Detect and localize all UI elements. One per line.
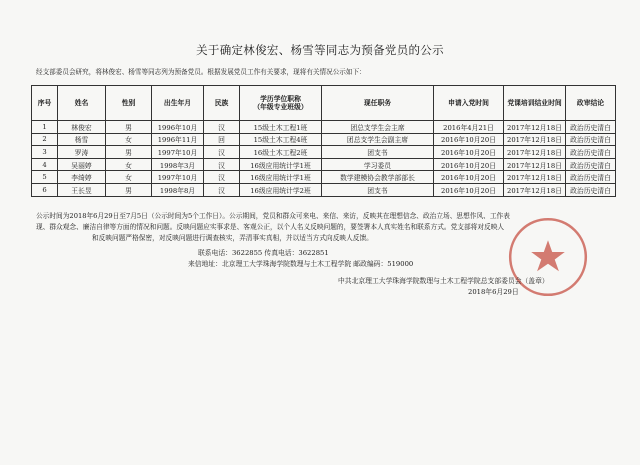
table-cell: 李绮婷 [58, 171, 106, 184]
table-cell: 政治历史清白 [566, 183, 616, 196]
table-cell: 政治历史清白 [566, 171, 616, 184]
table-row [32, 171, 616, 184]
table-cell: 汉 [204, 158, 240, 171]
table-cell: 1998年3月 [152, 158, 204, 171]
notice-line: 和反映问题严格保密，对反映问题进行调查核实，弄清事实真相，并以适当方式向反映人反馈。 [92, 234, 373, 242]
table-cell: 政治历史清白 [566, 158, 616, 171]
table-cell: 2017年12月18日 [504, 121, 566, 134]
table-cell: 吴丽婷 [58, 158, 106, 171]
table-cell: 罗涛 [58, 146, 106, 159]
table-cell: 2017年12月18日 [504, 133, 566, 146]
table-cell: 2016年10月20日 [434, 133, 504, 146]
header-cell: 性别 [106, 86, 152, 121]
notice-line: 现、群众观念、廉洁自律等方面的情况和问题。反映问题应实事求是、客观公正，以个人名义反映问题的，要签署本人真实姓名和联系方式。党支部将对反映人 [36, 223, 505, 231]
table-cell: 林俊宏 [58, 121, 106, 134]
table-cell: 汉 [204, 183, 240, 196]
table-cell: 1997年10月 [152, 171, 204, 184]
table-cell: 回 [204, 133, 240, 146]
table-cell: 学习委员 [322, 158, 434, 171]
header-cell: 序号 [32, 86, 58, 121]
header-cell: 申请入党时间 [434, 86, 504, 121]
table-cell: 1 [32, 121, 58, 134]
table-cell: 2016年10月20日 [434, 183, 504, 196]
table-cell: 男 [106, 146, 152, 159]
table-row [32, 133, 616, 146]
table-row [32, 121, 616, 134]
header-cell: 学历学位职称 （年级专业班级） [240, 86, 322, 121]
table-cell: 2016年10月20日 [434, 171, 504, 184]
header-cell: 民族 [204, 86, 240, 121]
table-cell: 4 [32, 158, 58, 171]
table-header-row [32, 86, 616, 121]
header-cell: 现任职务 [322, 86, 434, 121]
table-cell: 团总支学生会主席 [322, 121, 434, 134]
table-cell: 16级应用统计学1班 [240, 158, 322, 171]
table-cell: 6 [32, 183, 58, 196]
issuing-organization: 中共北京理工大学珠海学院数理与土木工程学院总支部委员会（盖章） [338, 277, 549, 285]
table-cell: 2017年12月18日 [504, 183, 566, 196]
table-cell: 2016年10月20日 [434, 158, 504, 171]
header-cell: 政审结论 [566, 86, 616, 121]
header-cell: 姓名 [58, 86, 106, 121]
table-cell: 1996年10月 [152, 121, 204, 134]
table-cell: 杨雪 [58, 133, 106, 146]
table-cell: 2016年10月20日 [434, 146, 504, 159]
table-cell: 数学建模协会教学部部长 [322, 171, 434, 184]
candidate-table [31, 85, 616, 197]
table-cell: 1997年10月 [152, 146, 204, 159]
table-row [32, 146, 616, 159]
table-cell: 2017年12月18日 [504, 146, 566, 159]
table-cell: 3 [32, 146, 58, 159]
table-cell: 王长昱 [58, 183, 106, 196]
table-cell: 5 [32, 171, 58, 184]
table-cell: 男 [106, 121, 152, 134]
table-cell: 汉 [204, 121, 240, 134]
table-cell: 15级土木工程4班 [240, 133, 322, 146]
table-cell: 15级土木工程1班 [240, 121, 322, 134]
table-cell: 政治历史清白 [566, 121, 616, 134]
table-cell: 汉 [204, 146, 240, 159]
table-cell: 1996年11月 [152, 133, 204, 146]
table-cell: 女 [106, 158, 152, 171]
document-title: 关于确定林俊宏、杨雪等同志为预备党员的公示 [196, 43, 444, 57]
table-cell: 16级应用统计学1班 [240, 171, 322, 184]
table-cell: 团支书 [322, 146, 434, 159]
notice-line: 公示时间为2018年6月29日至7月5日（公示时间为5个工作日）。公示期间，党员和群众可来电、来信、来访，反映其在理想信念、政治立场、思想作风、工作表 [36, 212, 510, 220]
table-cell: 16级应用统计学2班 [240, 183, 322, 196]
contact-phone: 联系电话：3622855 传真电话：3622851 [198, 249, 329, 257]
header-cell: 党课培训结业时间 [504, 86, 566, 121]
table-cell: 团总支学生会副主席 [322, 133, 434, 146]
table-cell: 16级土木工程2班 [240, 146, 322, 159]
table-cell: 2017年12月18日 [504, 158, 566, 171]
contact-address: 来信地址：北京理工大学珠海学院数理与土木工程学院 邮政编码：519000 [188, 260, 414, 268]
table-cell: 2017年12月18日 [504, 171, 566, 184]
table-cell: 汉 [204, 171, 240, 184]
issue-date: 2018年6月29日 [468, 288, 519, 296]
table-cell: 男 [106, 183, 152, 196]
table-cell: 1998年8月 [152, 183, 204, 196]
table-row [32, 158, 616, 171]
table-cell: 女 [106, 171, 152, 184]
table-row [32, 183, 616, 196]
table-cell: 政治历史清白 [566, 146, 616, 159]
table-cell: 2016年4月21日 [434, 121, 504, 134]
table-cell: 团支书 [322, 183, 434, 196]
table-cell: 政治历史清白 [566, 133, 616, 146]
header-cell: 出生年月 [152, 86, 204, 121]
table-cell: 2 [32, 133, 58, 146]
table-cell: 女 [106, 133, 152, 146]
intro-paragraph: 经支部委员会研究，将林俊宏、杨雪等同志列为预备党员。根据发展党员工作有关要求，现将有关情况公示如下： [36, 68, 366, 76]
